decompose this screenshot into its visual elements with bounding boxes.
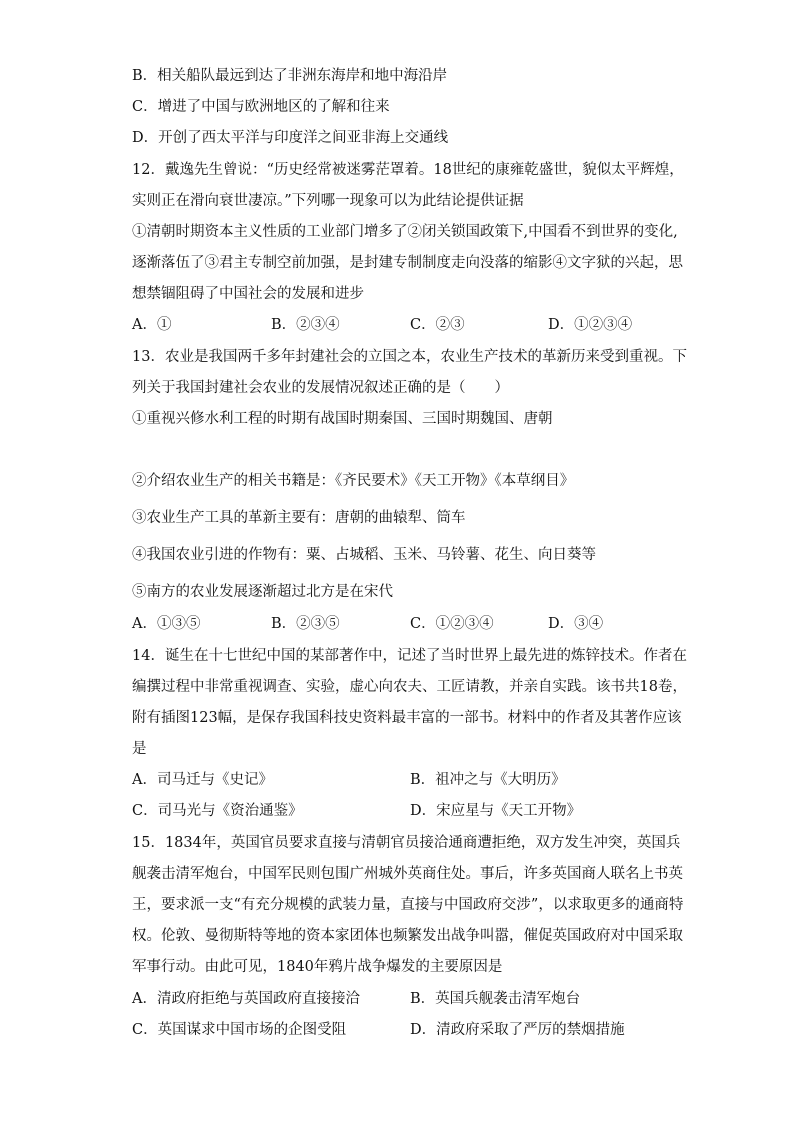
- q14-stem-line-3: 附有插图123幅，是保存我国科技史资料最丰富的一部书。材料中的作者及其著作应该: [132, 710, 682, 726]
- q15-stem-line-5: 军事行动。由此可见，1840年鸦片战争爆发的主要原因是: [132, 959, 503, 975]
- q15-option-a: A．清政府拒绝与英国政府直接接洽: [132, 991, 360, 1007]
- q14-option-c: C．司马光与《资治通鉴》: [132, 803, 303, 819]
- q15-stem-line-3: 王，要求派一支“有充分规模的武装力量，直接与中国政府交涉”，以求取更多的通商特: [132, 897, 684, 913]
- q15-option-b: B．英国兵舰袭击清军炮台: [410, 991, 581, 1007]
- q12-stem-line-2: 实则正在滑向衰世凄凉。”下列哪一现象可以为此结论提供证据: [132, 193, 524, 209]
- q15-option-d: D．清政府采取了严厉的禁烟措施: [410, 1022, 625, 1038]
- q15-stem-line-4: 权。伦敦、曼彻斯特等地的资本家团体也频繁发出战争叫嚣，催促英国政府对中国采取: [132, 928, 683, 944]
- q14-option-b: B．祖冲之与《大明历》: [410, 772, 566, 788]
- q13-stem-line-1: 13．农业是我国两千多年封建社会的立国之本，农业生产技术的革新历来受到重视。下: [132, 349, 687, 365]
- q13-item-3: ③农业生产工具的革新主要有：唐朝的曲辕犁、筒车: [132, 510, 466, 526]
- q12-option-b: B．②③④: [271, 317, 340, 333]
- q14-stem-line-4: 是: [132, 741, 147, 757]
- q14-option-d: D．宋应星与《天工开物》: [410, 803, 582, 819]
- q13-stem-line-2: 列关于我国封建社会农业的发展情况叙述正确的是（ ）: [132, 380, 509, 396]
- q15-stem-line-2: 舰袭击清军炮台，中国军民则包围广州城外英商住处。事后，许多英国商人联名上书英: [132, 866, 683, 882]
- q12-items-line-3: 想禁锢阻碍了中国社会的发展和进步: [132, 286, 364, 302]
- q13-item-5: ⑤南方的农业发展逐渐超过北方是在宋代: [132, 584, 393, 600]
- q12-option-a: A．①: [132, 317, 172, 333]
- q12-option-c: C．②③: [410, 317, 465, 333]
- q14-stem-line-2: 编撰过程中非常重视调查、实验，虚心向农夫、工匠请教，并亲自实践。该书共18卷，: [132, 679, 687, 695]
- q13-item-1: ①重视兴修水利工程的时期有战国时期秦国、三国时期魏国、唐朝: [132, 411, 553, 427]
- q14-stem-line-1: 14．诞生在十七世纪中国的某部著作中，记述了当时世界上最先进的炼锌技术。作者在: [132, 648, 687, 664]
- q15-option-c: C．英国谋求中国市场的企图受阻: [132, 1022, 347, 1038]
- q13-option-d: D．③④: [548, 616, 604, 632]
- q11-option-d: D．开创了西太平洋与印度洋之间亚非海上交通线: [132, 130, 449, 146]
- q13-item-4: ④我国农业引进的作物有：粟、占城稻、玉米、马铃薯、花生、向日葵等: [132, 547, 596, 563]
- q12-option-d: D．①②③④: [548, 317, 633, 333]
- q15-stem-line-1: 15．1834年，英国官员要求直接与清朝官员接洽通商遭拒绝，双方发生冲突，英国兵: [132, 835, 681, 851]
- q12-items-line-2: 逐渐落伍了③君主专制空前加强，是封建专制制度走向没落的缩影④文字狱的兴起，思: [132, 255, 683, 271]
- q11-option-b: B．相关船队最远到达了非洲东海岸和地中海沿岸: [132, 68, 448, 84]
- q13-option-c: C．①②③④: [410, 616, 494, 632]
- q11-option-c: C．增进了中国与欧洲地区的了解和往来: [132, 99, 390, 115]
- q13-item-2: ②介绍农业生产的相关书籍是：《齐民要术》《天工开物》《本草纲目》: [132, 473, 575, 489]
- q13-option-b: B．②③⑤: [271, 616, 340, 632]
- q14-option-a: A．司马迁与《史记》: [132, 772, 273, 788]
- q12-items-line-1: ①清朝时期资本主义性质的工业部门增多了②闭关锁国政策下,中国看不到世界的变化,: [132, 224, 678, 240]
- q13-option-a: A．①③⑤: [132, 616, 201, 632]
- q12-stem-line-1: 12．戴逸先生曾说：“历史经常被迷雾茫罩着。18世纪的康雍乾盛世，貌似太平辉煌，: [132, 162, 684, 178]
